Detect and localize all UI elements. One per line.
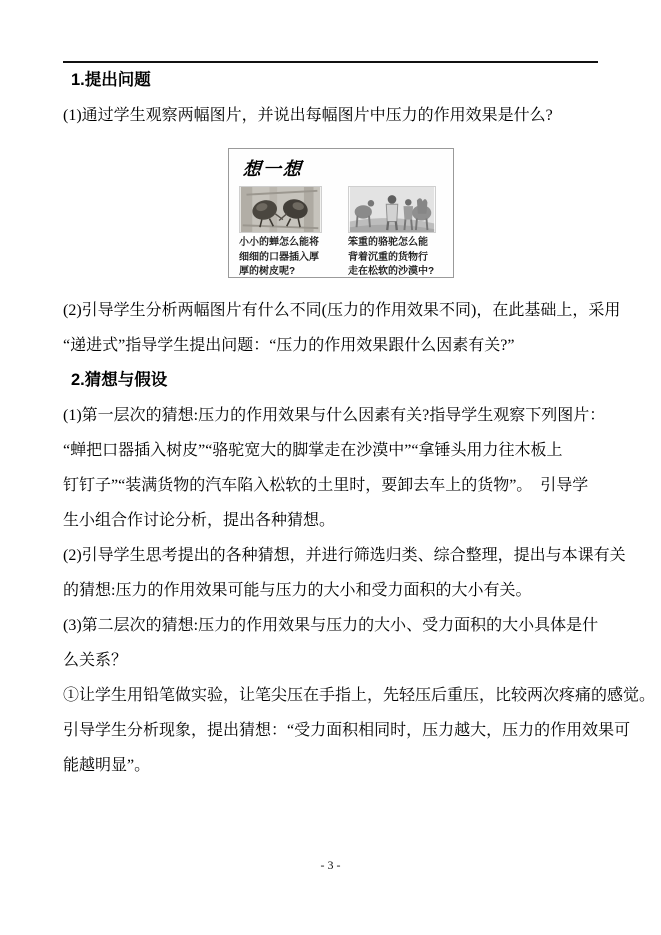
paragraph-line: 钉钉子”“装满货物的汽车陷入松软的土里时，要卸去车上的货物”。 引导学 (63, 477, 589, 494)
paragraph-line: (2)引导学生分析两幅图片有什么不同(压力的作用效果不同)，在此基础上，采用 (63, 302, 621, 319)
paragraph-line: (3)第二层次的猜想:压力的作用效果与压力的大小、受力面积的大小具体是什 (63, 617, 599, 634)
paragraph-line: (2)引导学生思考提出的各种猜想，并进行筛选归类、综合整理，提出与本课有关 (63, 547, 626, 564)
paragraph-line: 的猜想:压力的作用效果可能与压力的大小和受力面积的大小有关。 (63, 582, 532, 599)
caption-line: 背着沉重的货物行 (348, 251, 428, 263)
section2-heading: 2.猜想与假设 (71, 371, 168, 389)
document-body (63, 63, 656, 783)
think-about-it-figure (228, 148, 454, 278)
right-photo-caption (348, 236, 443, 280)
camel-photo (348, 186, 436, 233)
figure-title: 想一想 (242, 159, 304, 179)
paragraph-line: “递进式”指导学生提出问题：“压力的作用效果跟什么因素有关?” (63, 337, 515, 354)
figure-wrapper (63, 133, 603, 293)
figure-right-column (348, 186, 443, 280)
left-photo-caption (239, 236, 334, 280)
paragraph-line: 引导学生分析现象，提出猜想：“受力面积相同时，压力越大，压力的作用效果可 (63, 722, 631, 739)
section1-heading: 1.提出问题 (71, 71, 151, 89)
paragraph-line: 生小组合作讨论分析，提出各种猜想。 (63, 512, 336, 529)
caption-line: 笨重的骆驼怎么能 (348, 237, 428, 248)
paragraph-line: 能越明显”。 (63, 757, 151, 774)
caption-line: 厚的树皮呢? (239, 266, 296, 277)
paragraph-line: 么关系？ (63, 652, 128, 669)
figure-left-column (239, 186, 334, 280)
paragraph-line: ①让学生用铅笔做实验，让笔尖压在手指上，先轻压后重压，比较两次疼痛的感觉。 (63, 687, 656, 704)
cicada-photo (239, 186, 322, 233)
caption-line: 走在松软的沙漠中? (348, 266, 435, 277)
paragraph-line: (1)第一层次的猜想:压力的作用效果与什么因素有关?指导学生观察下列图片： (63, 407, 606, 424)
paragraph-line: (1)通过学生观察两幅图片，并说出每幅图片中压力的作用效果是什么? (63, 107, 553, 124)
caption-line: 细细的口器插入厚 (239, 251, 319, 263)
paragraph-line: “蝉把口器插入树皮”“骆驼宽大的脚掌走在沙漠中”“拿锤头用力往木板上 (63, 442, 563, 459)
page-number: - 3 - (320, 858, 341, 872)
figure-photos-row (239, 186, 443, 280)
caption-line: 小小的蝉怎么能将 (239, 237, 319, 248)
